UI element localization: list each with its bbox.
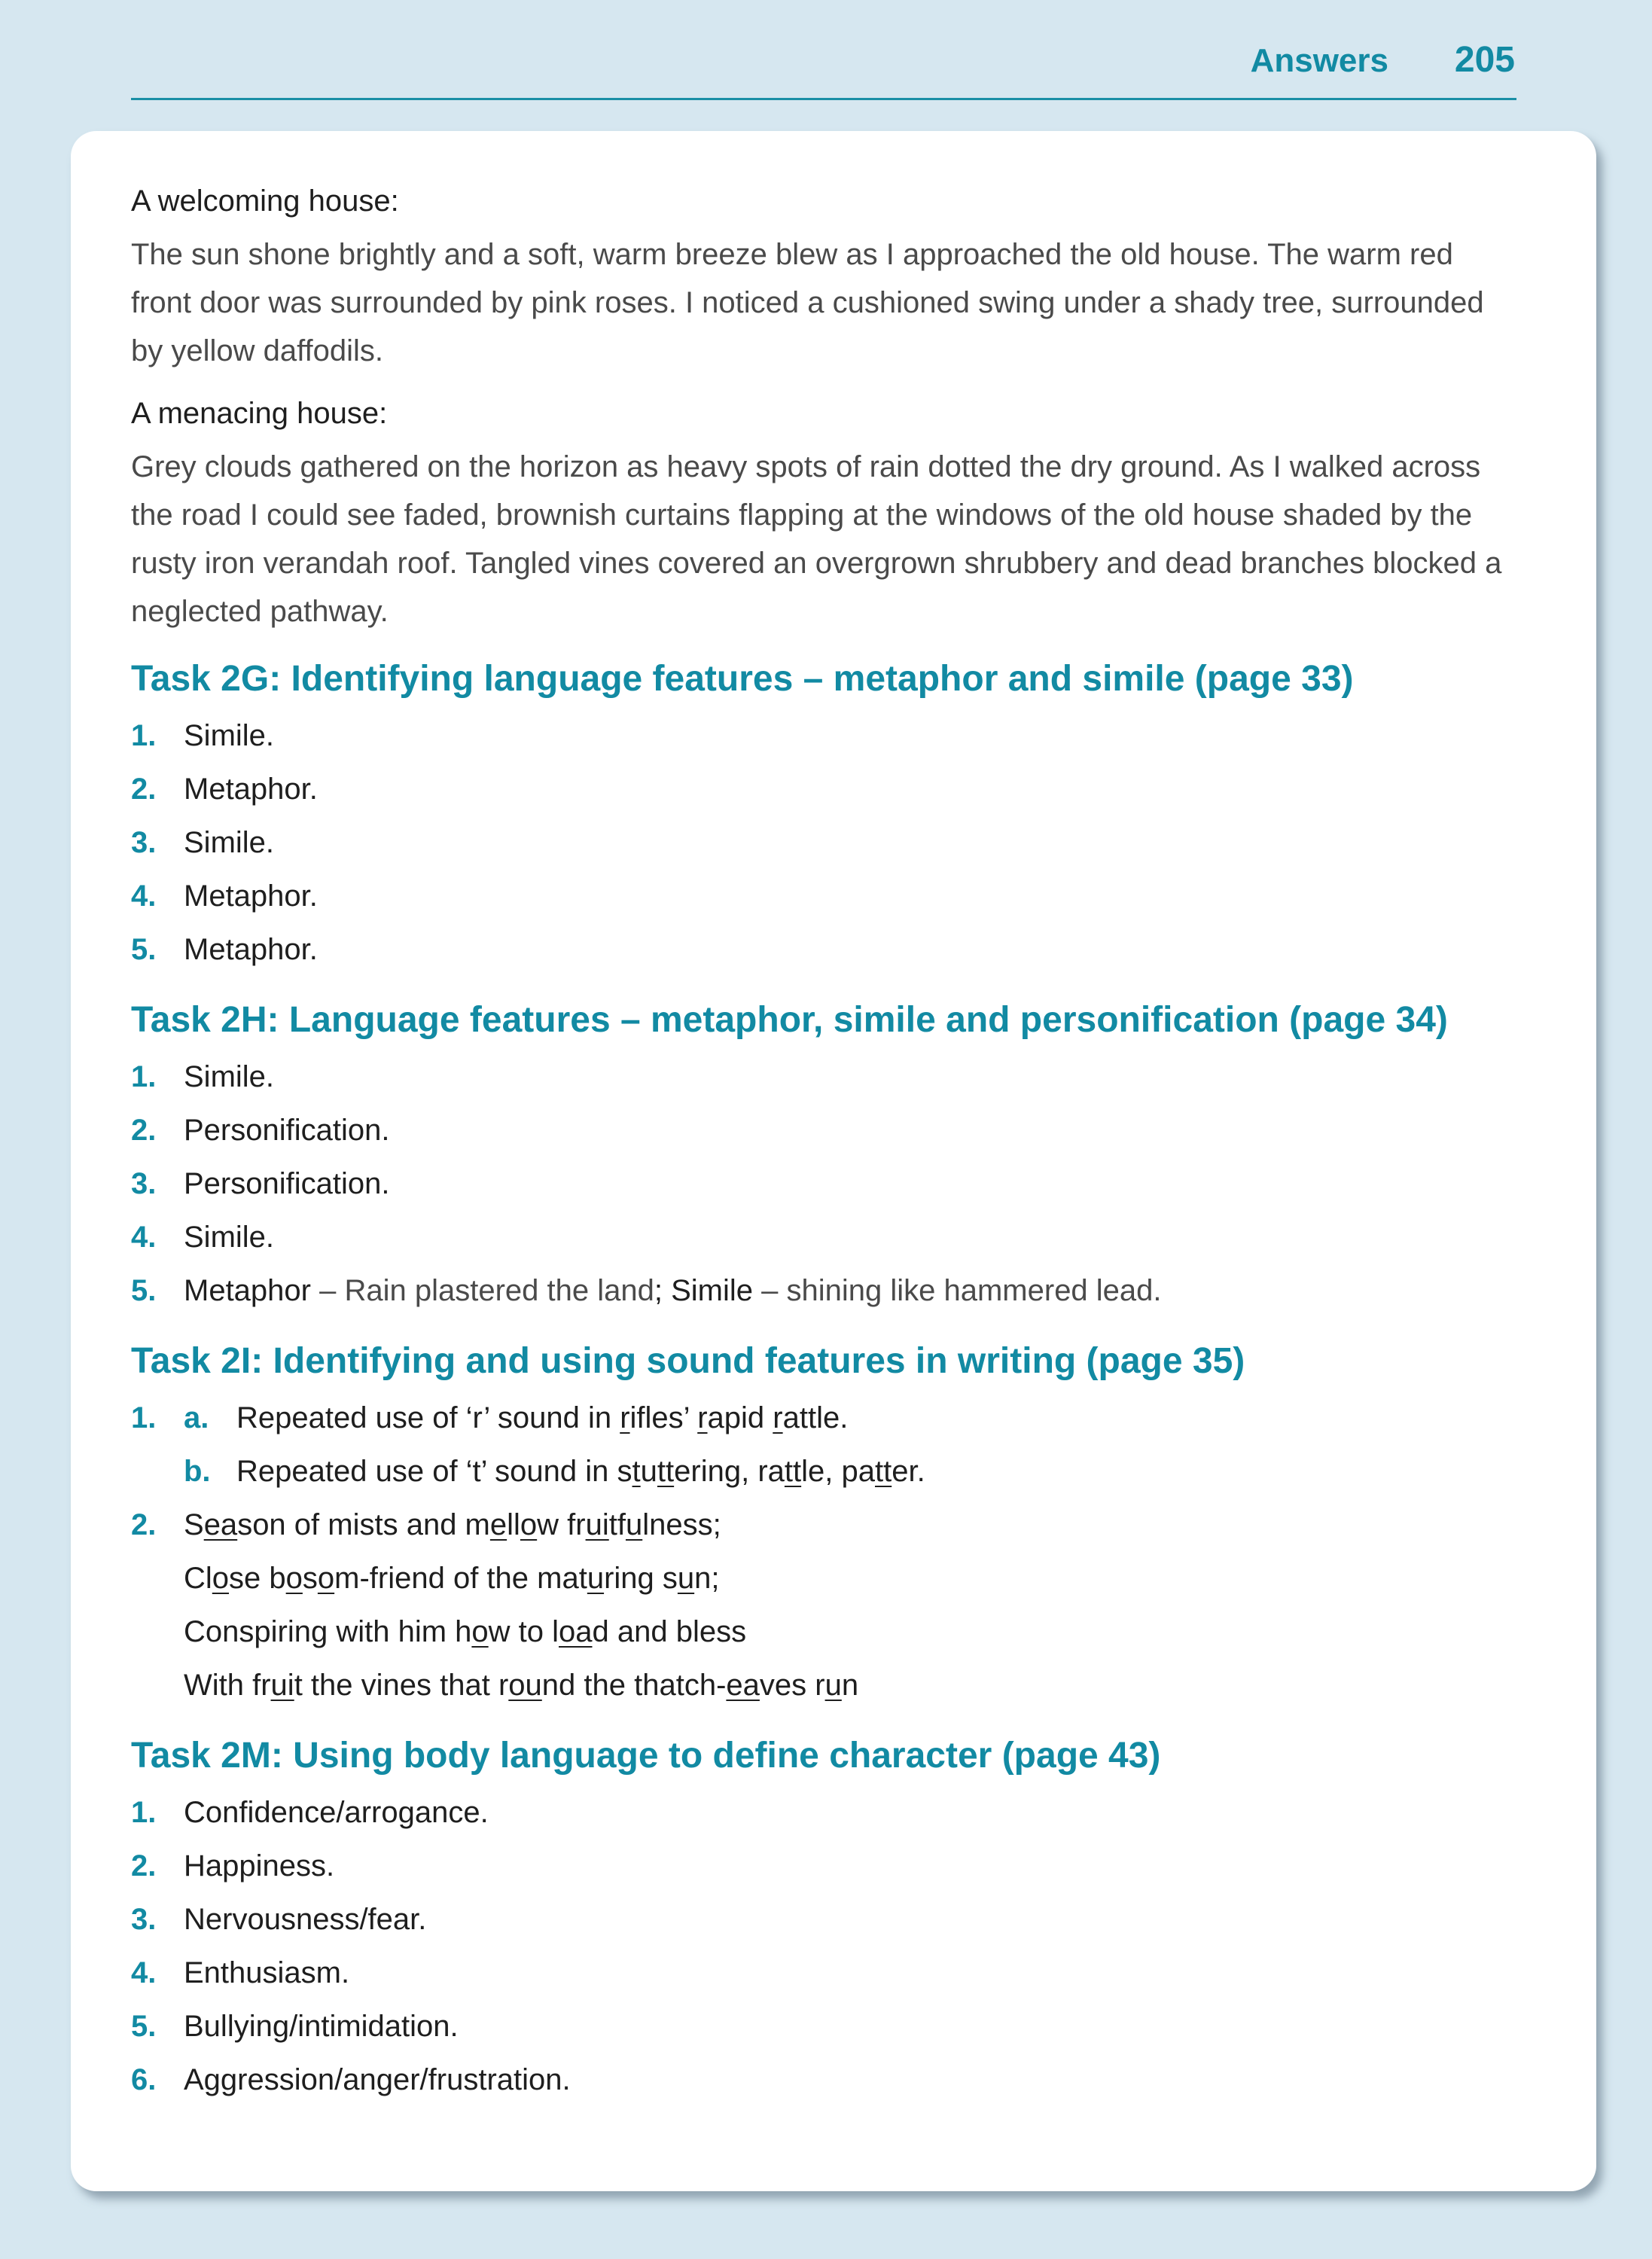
list-item [131,1104,1509,1157]
underlined-sound: ea [203,1508,238,1541]
underlined-sound: o [212,1562,230,1595]
text-run: er. [892,1455,925,1488]
underlined-sound: r [773,1401,783,1434]
item-number: 2. [131,1508,157,1541]
underlined-sound: u [824,1669,842,1702]
underlined-sound: o [471,1615,489,1648]
item-number: 5. [131,2010,157,2043]
list-item [131,1211,1509,1264]
item-number: 5. [131,1274,157,1307]
text-run: nd the thatch- [541,1669,727,1702]
task-2h-heading: Task 2H: Language features – metaphor, simile and personification (page 34) [131,1000,1448,1040]
task-2i-list [131,1392,1509,1712]
item-text: Personification. [184,1114,390,1147]
list-item [131,2000,1509,2053]
text-run: se b [229,1562,286,1595]
item-number: 2. [131,1849,157,1882]
item-number: 4. [131,1956,157,1989]
list-item [131,1893,1509,1947]
text-run: son of mists and m [237,1508,490,1541]
list-item [131,1947,1509,2000]
item-number: 1. [131,1401,157,1434]
list-item [131,870,1509,923]
underlined-sound: r [697,1401,708,1434]
text-run: n; [694,1562,720,1595]
text-run: u [640,1455,657,1488]
list-item [131,2053,1509,2107]
item-text: Metaphor. [184,933,318,966]
text-run: apid [707,1401,773,1434]
item-text: Metaphor. [184,773,318,806]
list-item [131,923,1509,977]
list-item [131,1264,1509,1318]
item-number: 3. [131,826,157,859]
item-number: 1. [131,1796,157,1829]
item-letter: a. [184,1401,209,1434]
item-number: 3. [131,1903,157,1936]
task-2m-list [131,1786,1509,2107]
text-run: n [841,1669,859,1702]
item-text [236,1445,925,1498]
answers-content [131,175,1509,2107]
item-number: 1. [131,719,157,752]
list-item [131,816,1509,870]
underlined-sound: o [520,1508,538,1541]
item-text: Nervousness/fear. [184,1903,427,1936]
welcoming-house-label: A welcoming house: [131,184,399,218]
menacing-house-label: A menacing house: [131,397,388,430]
item-number: 2. [131,1114,157,1147]
poem-line-4 [131,1659,1509,1712]
item-text: Bullying/intimidation. [184,2010,459,2043]
task-2h-list [131,1050,1509,1318]
underlined-sound: ui [585,1508,609,1541]
text-run: ering, ra [674,1455,785,1488]
poem-line-1 [184,1498,721,1552]
underlined-sound: ui [270,1669,294,1702]
underlined-sound: ea [726,1669,760,1702]
item-text [184,1264,1162,1318]
term-metaphor: Metaphor [184,1274,311,1307]
page-number: 205 [1454,40,1515,80]
underlined-sound: tt [874,1455,892,1488]
list-item [131,763,1509,816]
text-run: With fr [184,1669,271,1702]
list-item [131,1157,1509,1211]
text-run: w fr [537,1508,586,1541]
task-2i-heading: Task 2I: Identifying and using sound features in writing (page 35) [131,1341,1245,1381]
text-run: Cl [184,1562,212,1595]
item-text: Metaphor. [184,880,318,913]
item-text: Aggression/anger/frustration. [184,2063,571,2096]
text-run: ves r [759,1669,825,1702]
list-item [131,1050,1509,1104]
list-item [131,1392,1509,1445]
underlined-sound: t [632,1455,641,1488]
list-item [131,1445,1509,1498]
item-text: Simile. [184,1221,275,1254]
quote-simile: shining like hammered lead. [786,1274,1162,1307]
underlined-sound: tt [657,1455,675,1488]
term-simile: Simile [671,1274,753,1307]
welcoming-house-text: The sun shone brightly and a soft, warm breeze blew as I approached the old house. The warm red front door was surrounded by pink roses. I noticed a cushioned swing under a shady tree, surrounded by yellow daffodils. [131,238,1484,367]
text-run: Conspiring with him h [184,1615,472,1648]
item-text: Simile. [184,719,275,752]
text-run: S [184,1508,204,1541]
text-run: ll [507,1508,520,1541]
underlined-sound: ou [508,1669,542,1702]
poem-line-2 [131,1552,1509,1605]
list-item [131,709,1509,763]
item-text: Simile. [184,826,275,859]
item-number: 3. [131,1167,157,1200]
underlined-sound: tt [784,1455,802,1488]
item-number: 4. [131,1221,157,1254]
item-number: 2. [131,773,157,806]
text-run: Repeated use of ‘t’ sound in [236,1455,617,1488]
list-item [131,1840,1509,1893]
underlined-sound: e [489,1508,507,1541]
dash-separator: – [753,1274,787,1307]
list-item [131,1498,1509,1552]
semicolon: ; [654,1274,672,1307]
item-text [236,1392,848,1445]
text-run: tf [608,1508,626,1541]
underlined-sound: oa [559,1615,593,1648]
task-2m-heading: Task 2M: Using body language to define character (page 43) [131,1736,1161,1776]
text-run: Repeated use of ‘r’ sound in [236,1401,620,1434]
poem-line-3 [131,1605,1509,1659]
item-text: Happiness. [184,1849,335,1882]
item-text: Enthusiasm. [184,1956,350,1989]
underlined-sound: u [677,1562,695,1595]
menacing-house-text: Grey clouds gathered on the horizon as heavy spots of rain dotted the dry ground. As I walked across the road I could see faded, brownish curtains flapping at the windows of the old house shaded by the rusty iron verandah roof. Tangled vines covered an overgrown shrubbery and dead branches blocked a neglected pathway. [131,450,1502,628]
dash-separator: – [310,1274,345,1307]
text-run: w to l [488,1615,559,1648]
text-run: attle. [782,1401,849,1434]
underlined-sound: u [625,1508,643,1541]
item-number: 6. [131,2063,157,2096]
item-number: 1. [131,1060,157,1093]
item-number: 5. [131,933,157,966]
text-run: s [617,1455,632,1488]
item-number: 4. [131,880,157,913]
header-section-label: Answers [1250,42,1388,79]
task-2g-list [131,709,1509,977]
item-letter: b. [184,1455,211,1488]
text-run: s [302,1562,318,1595]
running-header [131,35,1516,100]
list-item [131,1786,1509,1840]
task-2g-heading: Task 2G: Identifying language features – metaphor and simile (page 33) [131,659,1354,699]
underlined-sound: u [587,1562,605,1595]
underlined-sound: r [620,1401,630,1434]
quote-metaphor: Rain plastered the land [344,1274,654,1307]
text-run: le, pa [801,1455,875,1488]
text-run: ifles’ [629,1401,698,1434]
text-run: ring s [604,1562,678,1595]
text-run: m-friend of the mat [334,1562,587,1595]
text-run: t the vines that r [294,1669,509,1702]
text-run: d and bless [592,1615,747,1648]
item-text: Simile. [184,1060,275,1093]
item-text: Confidence/arrogance. [184,1796,489,1829]
text-run: lness; [642,1508,721,1541]
item-text: Personification. [184,1167,390,1200]
underlined-sound: o [285,1562,303,1595]
underlined-sound: o [317,1562,335,1595]
